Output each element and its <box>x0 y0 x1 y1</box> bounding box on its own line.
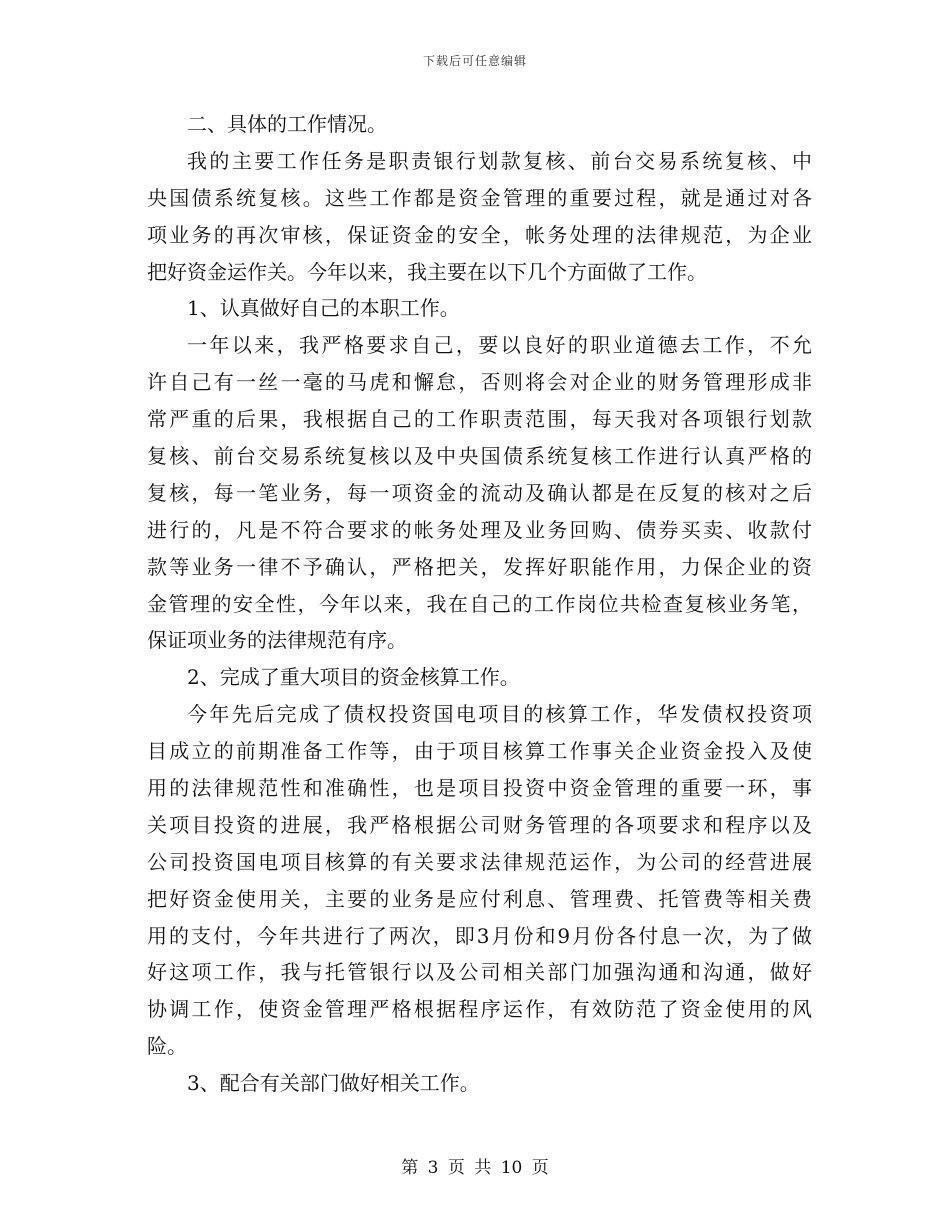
paragraph-line: 好这项工作，我与托管银行以及公司相关部门加强沟通和沟通，做好 <box>147 960 812 985</box>
paragraph-line: 把好资金使用关，主要的业务是应付利息、管理费、托管费等相关费 <box>147 886 812 911</box>
paragraph-first-line: 1、认真做好自己的本职工作。 <box>187 296 460 321</box>
page-header-note: 下载后可任意编辑 <box>422 54 527 68</box>
paragraph-line: 复核，每一笔业务，每一项资金的流动及确认都是在反复的核对之后 <box>147 480 812 505</box>
document-body <box>147 106 812 1102</box>
paragraph-first-line: 一年以来，我严格要求自己，要以良好的职业道德去工作，不允 <box>187 333 812 358</box>
paragraph-line: 用的法律规范性和准确性，也是项目投资中资金管理的重要一环，事 <box>147 776 812 801</box>
paragraph-line: 复核、前台交易系统复核以及中央国债系统复核工作进行认真严格的 <box>147 444 812 469</box>
paragraph-line: 用的支付，今年共进行了两次，即3月份和9月份各付息一次，为了做 <box>147 923 812 948</box>
paragraph-line: 关项目投资的进展，我严格根据公司财务管理的各项要求和程序以及 <box>147 812 812 837</box>
paragraph-first-line: 我的主要工作任务是职责银行划款复核、前台交易系统复核、中 <box>187 148 812 173</box>
paragraph-first-line: 3、配合有关部门做好相关工作。 <box>187 1071 480 1096</box>
paragraph-line: 把好资金运作关。今年以来，我主要在以下几个方面做了工作。 <box>147 259 707 284</box>
paragraph-first-line: 2、完成了重大项目的资金核算工作。 <box>187 665 520 690</box>
paragraph-line: 保证项业务的法律规范有序。 <box>147 628 407 653</box>
paragraph-first-line: 今年先后完成了债权投资国电项目的核算工作，华发债权投资项 <box>187 702 812 727</box>
paragraph-line: 常严重的后果，我根据自己的工作职责范围，每天我对各项银行划款 <box>147 407 812 432</box>
paragraph-line: 目成立的前期准备工作等，由于项目核算工作事关企业资金投入及使 <box>147 739 812 764</box>
paragraph-line: 协调工作，使资金管理严格根据程序运作，有效防范了资金使用的风 <box>147 997 812 1022</box>
paragraph-line: 许自己有一丝一毫的马虎和懈怠，否则将会对企业的财务管理形成非 <box>147 370 812 395</box>
page-number-footer: 第 3 页 共 10 页 <box>401 1158 549 1178</box>
paragraph-line: 进行的，凡是不符合要求的帐务处理及业务回购、债券买卖、收款付 <box>147 517 812 542</box>
paragraph-line: 公司投资国电项目核算的有关要求法律规范运作，为公司的经营进展 <box>147 849 812 874</box>
paragraph-line: 险。 <box>147 1034 187 1059</box>
paragraph-first-line: 二、具体的工作情况。 <box>187 112 387 136</box>
paragraph-line: 金管理的安全性，今年以来，我在自己的工作岗位共检查复核业务笔， <box>147 591 812 616</box>
paragraph-line: 央国债系统复核。这些工作都是资金管理的重要过程，就是通过对各 <box>147 185 812 210</box>
paragraph-line: 款等业务一律不予确认，严格把关，发挥好职能作用，力保企业的资 <box>147 554 812 579</box>
paragraph-line: 项业务的再次审核，保证资金的安全，帐务处理的法律规范，为企业 <box>147 222 812 247</box>
